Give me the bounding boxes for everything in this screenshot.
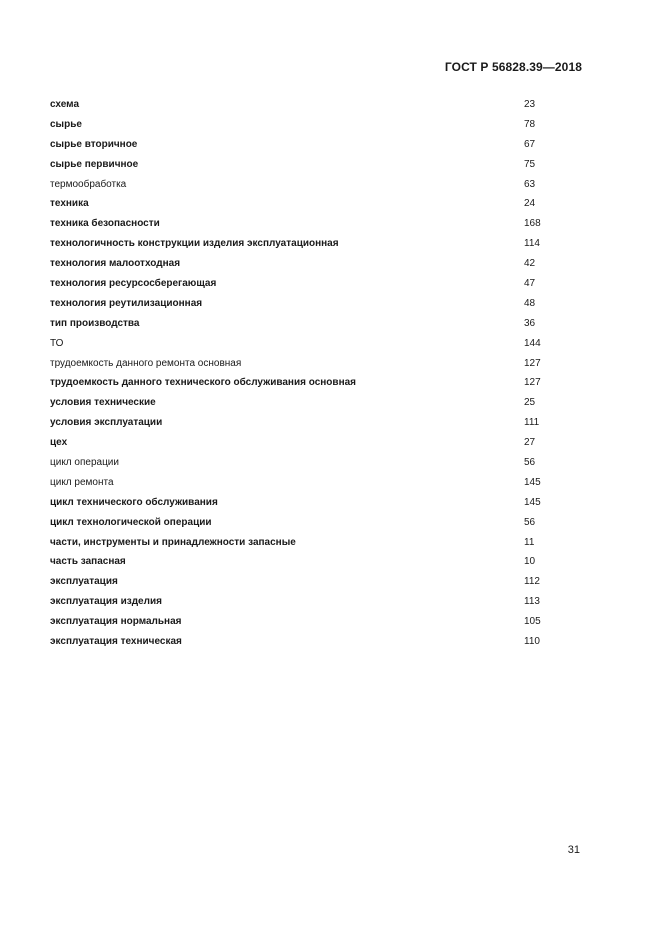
index-entry — [50, 274, 590, 294]
index-page-ref: 144 — [524, 337, 541, 349]
index-entry — [50, 214, 590, 234]
index-entry — [50, 373, 590, 393]
index-entry — [50, 234, 590, 254]
index-term: эксплуатация изделия — [50, 596, 162, 608]
index-page-ref: 36 — [524, 317, 536, 329]
index-entry — [50, 314, 590, 334]
index-page-ref: 145 — [524, 476, 541, 488]
index-term: трудоемкость данного ремонта основная — [50, 357, 242, 369]
index-term: цикл технического обслуживания — [50, 496, 218, 508]
index-page-ref: 56 — [524, 457, 536, 469]
index-term: условия эксплуатации — [50, 417, 163, 429]
index-page-ref: 23 — [524, 99, 536, 110]
index-term: сырье первичное — [50, 158, 139, 170]
index-page-ref: 113 — [524, 596, 540, 608]
index-page-ref: 67 — [524, 138, 536, 150]
index-entry — [50, 552, 590, 572]
index-entry — [50, 453, 590, 473]
index-term: технология ресурсосберегающая — [50, 278, 217, 290]
index-page-ref: 114 — [524, 238, 540, 250]
index-page-ref: 105 — [524, 616, 541, 628]
index-entry — [50, 413, 590, 433]
index-entry — [50, 194, 590, 214]
page-number: 31 — [567, 844, 580, 856]
index-page-ref: 78 — [524, 118, 536, 130]
index-page-ref: 48 — [524, 297, 536, 309]
index-term: термообработка — [50, 178, 127, 190]
index-term: сырье вторичное — [50, 138, 138, 150]
index-page-ref: 145 — [524, 496, 541, 508]
standard-designation: ГОСТ Р 56828.39—2018 — [444, 60, 582, 74]
index-term: цикл ремонта — [50, 476, 114, 488]
index-entry — [50, 354, 590, 374]
index-entry — [50, 254, 590, 274]
index-entry — [50, 155, 590, 175]
index-term: цех — [50, 437, 68, 449]
index-term: часть запасная — [50, 556, 126, 568]
index-term: части, инструменты и принадлежности запасные — [50, 536, 296, 548]
index-entry — [50, 572, 590, 592]
term-index-list — [50, 95, 590, 652]
index-term: цикл технологической операции — [50, 516, 212, 528]
index-page-ref: 127 — [524, 357, 541, 369]
index-entry — [50, 592, 590, 612]
index-term: сырье — [50, 118, 82, 130]
index-entry — [50, 334, 590, 354]
index-term: технология реутилизационная — [50, 297, 203, 309]
index-page-ref: 63 — [524, 178, 536, 190]
index-entry — [50, 393, 590, 413]
index-term: тип производства — [50, 317, 140, 329]
index-page-ref: 75 — [524, 158, 536, 170]
index-entry — [50, 135, 590, 155]
index-page-ref: 10 — [524, 556, 536, 568]
index-page-ref: 168 — [524, 218, 541, 230]
index-term: условия технические — [50, 397, 156, 409]
index-term: трудоемкость данного технического обслуживания основная — [50, 377, 357, 389]
index-term: эксплуатация нормальная — [50, 616, 182, 628]
index-term: эксплуатация — [50, 576, 118, 588]
index-entry — [50, 175, 590, 195]
index-entry — [50, 493, 590, 513]
index-page-ref: 56 — [524, 516, 536, 528]
index-page-ref: 11 — [524, 536, 535, 548]
index-term: цикл операции — [50, 457, 119, 469]
index-entry — [50, 95, 590, 115]
index-entry — [50, 433, 590, 453]
index-entry — [50, 533, 590, 553]
index-entry — [50, 294, 590, 314]
index-entry — [50, 115, 590, 135]
index-entry — [50, 473, 590, 493]
index-entry — [50, 632, 590, 652]
index-term: схема — [50, 99, 79, 110]
index-entry — [50, 612, 590, 632]
index-term: техника — [50, 198, 89, 210]
index-term: ТО — [50, 337, 64, 349]
index-term: технологичность конструкции изделия эксплуатационная — [50, 238, 339, 250]
index-page-ref: 110 — [524, 636, 540, 648]
index-term: техника безопасности — [50, 218, 160, 230]
index-term: эксплуатация техническая — [50, 636, 182, 648]
index-page-ref: 42 — [524, 258, 536, 270]
index-page-ref: 25 — [524, 397, 536, 409]
index-page-ref: 24 — [524, 198, 536, 210]
index-page-ref: 127 — [524, 377, 541, 389]
index-term: технология малоотходная — [50, 258, 181, 270]
index-page-ref: 27 — [524, 437, 536, 449]
index-page-ref: 111 — [524, 417, 540, 429]
index-page-ref: 112 — [524, 576, 540, 588]
index-page-ref: 47 — [524, 278, 536, 290]
index-entry — [50, 513, 590, 533]
